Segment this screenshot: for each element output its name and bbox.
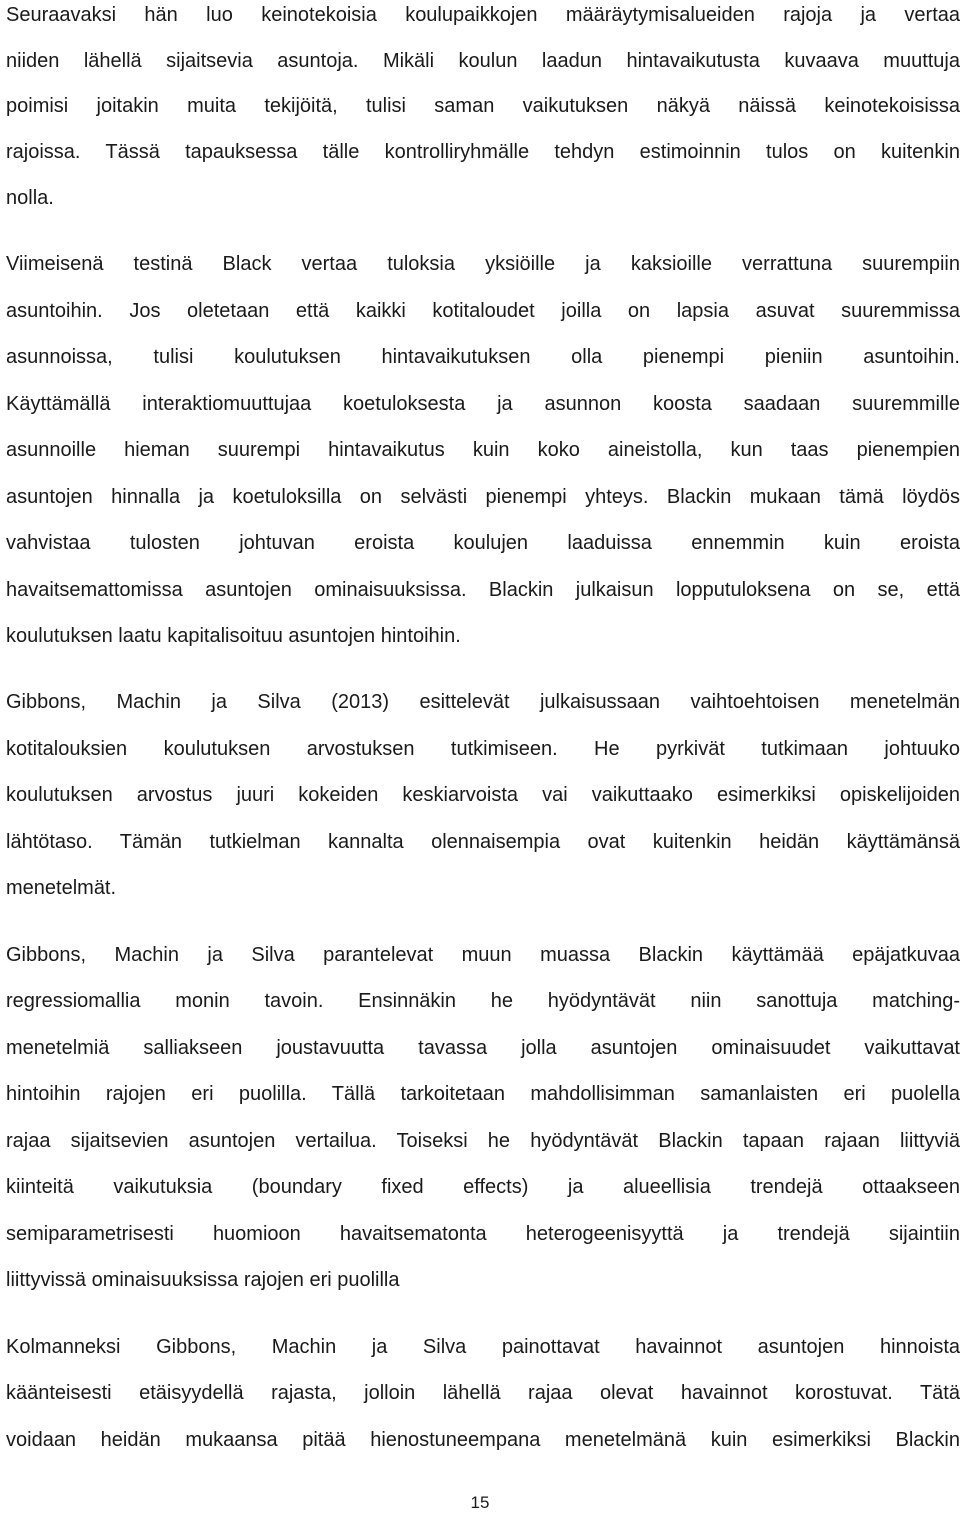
text-line: liittyvissä ominaisuuksissa rajojen eri puolilla — [6, 1269, 400, 1291]
text-line: koulutuksen laatu kapitalisoituu asuntojen hintoihin. — [6, 625, 461, 647]
text-line: asunnoissa, tulisi koulutuksen hintavaikutuksen olla pienempi pieniin asuntoihin. — [6, 346, 960, 368]
text-line: koulutuksen arvostus juuri kokeiden keskiarvoista vai vaikuttaako esimerkiksi opiskelijoiden — [6, 784, 960, 806]
text-line: menetelmiä salliakseen joustavuutta tavassa jolla asuntojen ominaisuudet vaikuttavat — [6, 1037, 960, 1059]
text-line: Gibbons, Machin ja Silva (2013) esittelevät julkaisussaan vaihtoehtoisen menetelmän — [6, 691, 960, 713]
text-line: vahvistaa tulosten johtuvan eroista koulujen laaduissa ennemmin kuin eroista — [6, 532, 960, 554]
text-line: kiinteitä vaikutuksia (boundary fixed effects) ja alueellisia trendejä ottaakseen — [6, 1176, 960, 1198]
text-line: Käyttämällä interaktiomuuttujaa koetuloksesta ja asunnon koosta saadaan suuremmille — [6, 393, 960, 415]
text-line: semiparametrisesti huomioon havaitsematonta heterogeenisyyttä ja trendejä sijaintiin — [6, 1223, 960, 1245]
text-line: nolla. — [6, 187, 54, 209]
text-line: rajoissa. Tässä tapauksessa tälle kontrolliryhmälle tehdyn estimoinnin tulos on kuitenkin — [6, 141, 960, 163]
text-line: käänteisesti etäisyydellä rajasta, jolloin lähellä rajaa olevat havainnot korostuvat. Tätä — [6, 1382, 960, 1404]
text-line: lähtötaso. Tämän tutkielman kannalta olennaisempia ovat kuitenkin heidän käyttämänsä — [6, 831, 960, 853]
text-line: Kolmanneksi Gibbons, Machin ja Silva painottavat havainnot asuntojen hinnoista — [6, 1336, 960, 1358]
text-line: Seuraavaksi hän luo keinotekoisia koulupaikkojen määräytymisalueiden rajoja ja vertaa — [6, 4, 960, 26]
text-line: regressiomallia monin tavoin. Ensinnäkin he hyödyntävät niin sanottuja matching- — [6, 990, 960, 1012]
text-line: asunnoille hieman suurempi hintavaikutus kuin koko aineistolla, kun taas pienempien — [6, 439, 960, 461]
text-line: niiden lähellä sijaitsevia asuntoja. Mikäli koulun laadun hintavaikutusta kuvaava muuttuja — [6, 50, 960, 72]
text-line: voidaan heidän mukaansa pitää hienostuneempana menetelmänä kuin esimerkiksi Blackin — [6, 1429, 960, 1451]
text-line: Viimeisenä testinä Black vertaa tuloksia yksiöille ja kaksioille verrattuna suurempiin — [6, 253, 960, 275]
text-line: kotitalouksien koulutuksen arvostuksen tutkimiseen. He pyrkivät tutkimaan johtuuko — [6, 738, 960, 760]
text-line: asuntojen hinnalla ja koetuloksilla on selvästi pienempi yhteys. Blackin mukaan tämä löydös — [6, 486, 960, 508]
text-line: havaitsemattomissa asuntojen ominaisuuksissa. Blackin julkaisun lopputuloksena on se, että — [6, 579, 960, 601]
text-line: rajaa sijaitsevien asuntojen vertailua. Toiseksi he hyödyntävät Blackin tapaan rajaan liittyviä — [6, 1130, 960, 1152]
text-line: hintoihin rajojen eri puolilla. Tällä tarkoitetaan mahdollisimman samanlaisten eri puolella — [6, 1083, 960, 1105]
text-line: menetelmät. — [6, 877, 117, 899]
text-line: asuntoihin. Jos oletetaan että kaikki kotitaloudet joilla on lapsia asuvat suuremmissa — [6, 300, 960, 322]
text-line: Gibbons, Machin ja Silva parantelevat muun muassa Blackin käyttämää epäjatkuvaa — [6, 944, 960, 966]
text-line: poimisi joitakin muita tekijöitä, tulisi saman vaikutuksen näkyä näissä keinotekoisissa — [6, 95, 960, 117]
page-number: 15 — [470, 1493, 490, 1512]
